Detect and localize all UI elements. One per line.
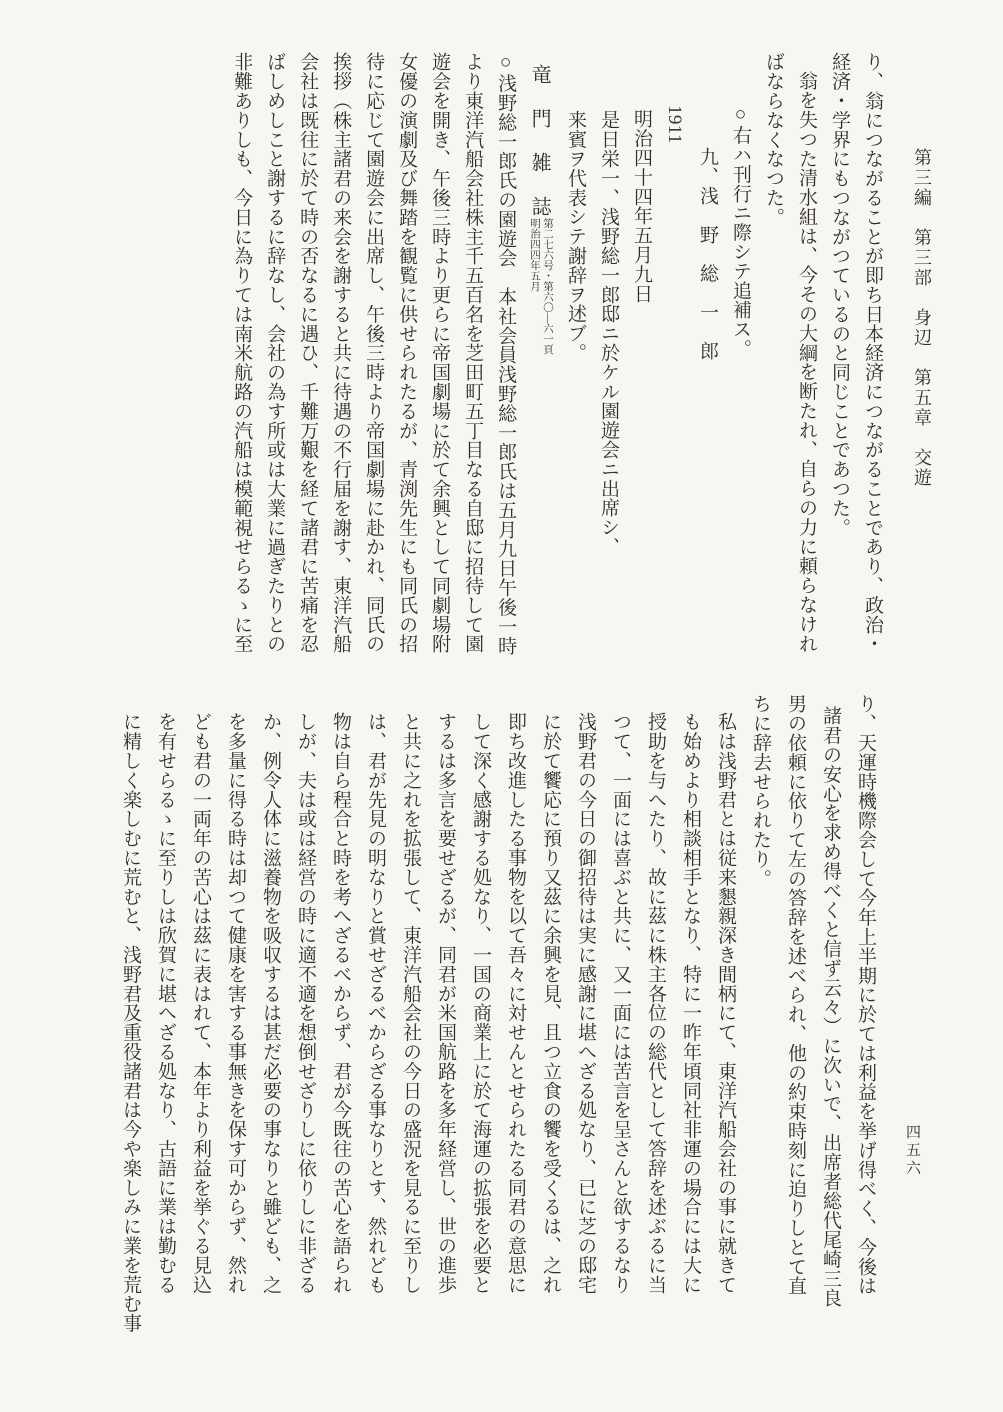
- quote-column: 浅野君の今日の御招待は実に感謝に堪へざる処なり、已に芝の邸宅: [575, 712, 596, 1294]
- summary-column: 来賓ヲ代表シテ謝辞ヲ述ブ。: [565, 110, 586, 363]
- text-column: 諸君の安心を求め得べくと信ず云々）に次いで、出席者総代尾崎三良: [820, 706, 841, 1308]
- quote-column: を多量に得る時は却つて健康を害する事無きを保す可からず、然れ: [225, 712, 246, 1294]
- text-column: 経済・学界にもつながつているのと同じことであつた。: [829, 52, 850, 537]
- quote-column: に精しく楽しむに荒むと、浅野君及重役諸君は今や楽しみに業を荒む事: [120, 712, 141, 1333]
- summary-column: 是日栄一、浅野総一郎邸ニ於ケル園遊会ニ出席シ、: [598, 110, 619, 557]
- text-column: 遊会を開き、午後三時より更らに帝国劇場に於て余興として同劇場附: [429, 52, 451, 654]
- text-column: 非難ありしも、今日に為りては南米航路の汽船は模範視せらるゝに至: [231, 52, 253, 654]
- upper-text-band: [225, 52, 889, 674]
- text-column: 男の依頼に依りて左の答辞を述べられ、他の約束時刻に迫りしとて直: [785, 694, 806, 1296]
- text-column: り、天運時機際会して今年上半期に於ては利益を挙げ得べく、今後は: [855, 694, 876, 1296]
- quote-column: するは多言を要せざるが、同君が米国航路を多年経営し、世の進歩: [435, 712, 456, 1294]
- text-column: より東洋汽船会社株主千五百名を芝田町五丁目なる自邸に招待して園: [462, 52, 484, 654]
- text-column: 挨拶（株主諸君の来会を謝すると共に待遇の不行届を謝す、東洋汽船: [330, 52, 352, 654]
- section-heading: 九、浅 野 総 一 郎: [697, 147, 718, 361]
- quote-column: に於て饗応に預り又茲に余興を見、且つ立食の饗を受くるは、之れ: [540, 712, 561, 1294]
- date-line: 明治四十四年五月九日: [631, 109, 652, 303]
- source-title: 竜 門 雑 誌: [528, 64, 551, 218]
- quote-column: を有せらるゝに至りしは欣賀に堪へざる処なり、古語に業は勤むる: [155, 712, 176, 1294]
- text-column: 女優の演劇及び舞踏を観覧に供せられたるが、青渕先生にも同氏の招: [396, 52, 418, 654]
- quote-column: して深く感謝する処なり、一国の商業上に於て海運の拡張を必要と: [470, 712, 491, 1294]
- quote-column: 物は自ら程合と時を考へざるべからず、君が今既往の苦心を語られ: [330, 712, 351, 1294]
- text-column: ○浅野総一郎氏の園遊会 本社会員浅野総一郎氏は五月九日午後一時: [495, 52, 517, 656]
- text-column: ちに辞去せられたり。: [750, 694, 771, 888]
- quote-column: 私は浅野君とは従来懇親深き間柄にて、東洋汽船会社の事に就きて: [715, 712, 736, 1294]
- text-column: り、翁につながることが即ち日本経済につながることであり、政治・: [862, 52, 883, 654]
- running-head: 第三編 第三部 身辺 第五章 交遊: [912, 148, 932, 488]
- source-line: [522, 52, 559, 674]
- quote-column: 即ち改進したる事物を以て吾々に対せんとせられたる同君の意思に: [505, 712, 526, 1294]
- text-column: 翁を失つた清水組は、今その大綱を断たれ、自らの力に頼らなけれ: [796, 71, 817, 653]
- text-column: 待に応じて園遊会に出席し、午後三時より帝国劇場に赴かれ、同氏の: [363, 52, 385, 654]
- quote-column: は、君が先見の明なりと賞せざるべからざる事なりとす、然れども: [365, 712, 386, 1294]
- text-column: 会社は既往に於て時の否なるに遇ひ、千難万艱を経て諸君に苦痛を忍: [297, 52, 319, 654]
- text-column: ばしめしこと謝するに辞なし、会社の為す所或は大業に過ぎたりとの: [264, 52, 286, 654]
- quote-column: も始めより相談相手となり、特に一昨年頃同社非運の場合には大に: [680, 712, 701, 1294]
- year-label: 1911: [664, 105, 685, 144]
- source-note: [528, 218, 554, 355]
- source-date: 明治四四年五月: [529, 218, 540, 292]
- editor-note-column: ○右ハ刊行ニ際シテ追補ス。: [730, 104, 751, 359]
- page-number: 四五六: [904, 1124, 920, 1178]
- quote-column: 授助を与へたり、故に茲に株主各位の総代として答辞を述ぶるに当: [645, 712, 666, 1294]
- lower-text-band: [113, 694, 883, 1334]
- quote-column: ども君の一両年の苦心は茲に表はれて、本年より利益を挙ぐる見込: [190, 712, 211, 1294]
- quote-column: と共に之れを拡張して、東洋汽船会社の今日の盛況を見るに至りし: [400, 712, 421, 1294]
- quote-column: か、例令人体に滋養物を吸収するは甚だ必要の事なりと雖ども、之: [260, 712, 281, 1294]
- text-column: ばならなくなつた。: [763, 52, 784, 227]
- quote-column: しが、夫は或は経営の時に適不適を想倒せざりしに依りしに非ざる: [295, 712, 316, 1294]
- source-issue: 第二七六号・第六〇―六一頁: [542, 218, 553, 355]
- quote-column: つて、一面には喜ぶと共に、又一面には苦言を呈さんと欲するなり: [610, 712, 631, 1294]
